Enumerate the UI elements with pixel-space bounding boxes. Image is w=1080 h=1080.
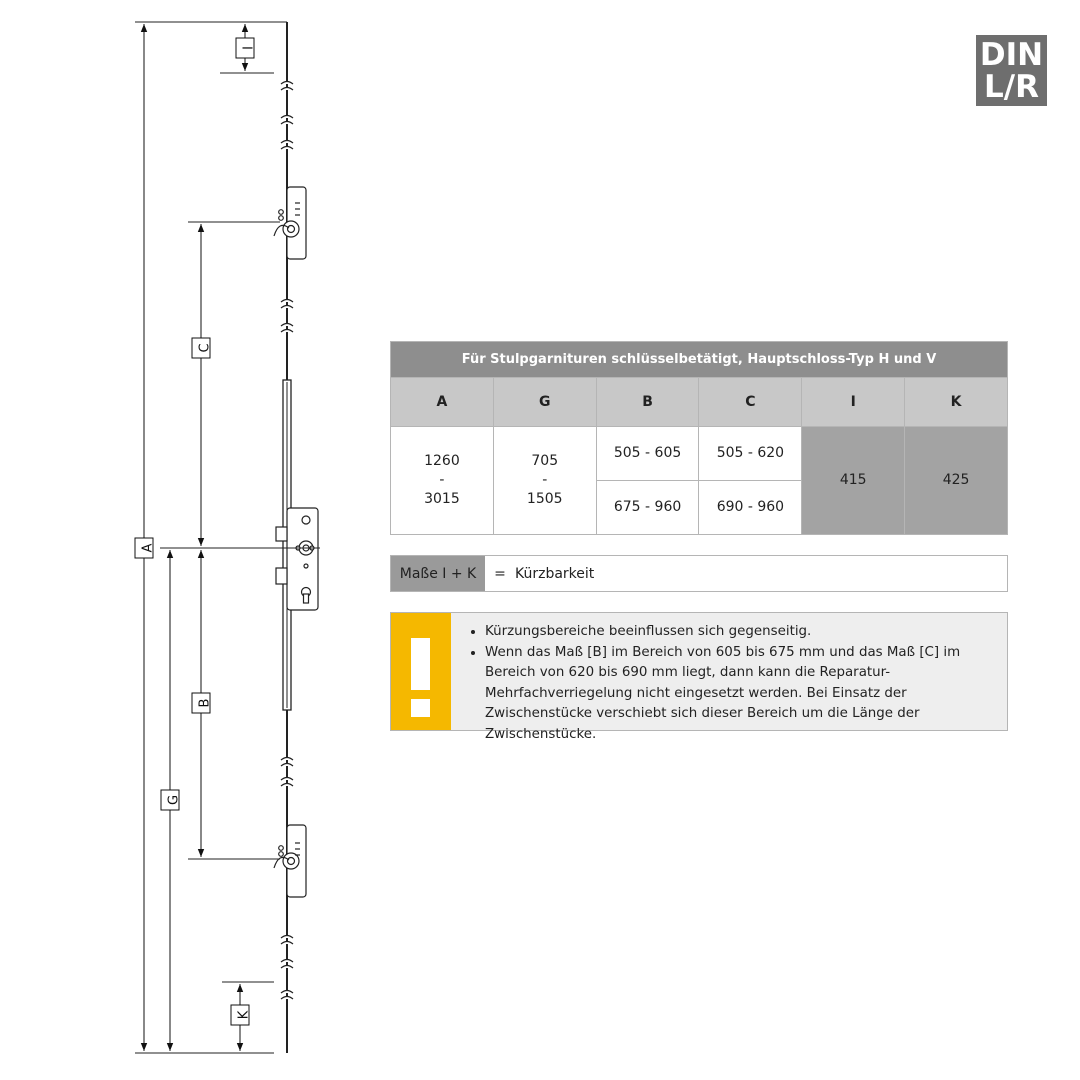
warning-list xyxy=(451,613,1007,742)
dim-box-G xyxy=(161,790,182,810)
lower-locking-unit xyxy=(274,825,306,897)
dim-box-C xyxy=(192,338,213,358)
a-sep: - xyxy=(439,472,445,488)
dim-label-I: I xyxy=(241,46,257,50)
cell-b-2: 675 - 960 xyxy=(596,481,699,535)
table-row xyxy=(391,427,1008,481)
legend-bar xyxy=(390,555,1008,592)
dim-label-A: A xyxy=(140,543,156,553)
g-sep: - xyxy=(542,472,548,488)
header-a: A xyxy=(391,378,494,427)
g-max: 1505 xyxy=(526,491,563,507)
dim-label-B: B xyxy=(197,698,213,708)
exclamation-icon xyxy=(391,613,451,730)
header-b: B xyxy=(596,378,699,427)
legend-equals: = xyxy=(494,565,506,582)
dim-box-A xyxy=(135,538,156,558)
badge-line-1: DIN xyxy=(979,36,1044,73)
cell-c-2: 690 - 960 xyxy=(699,481,802,535)
header-g: G xyxy=(493,378,596,427)
header-i: I xyxy=(802,378,905,427)
dim-box-K xyxy=(231,1005,252,1025)
header-k: K xyxy=(905,378,1008,427)
main-lock-case xyxy=(276,508,318,610)
cell-c-1: 505 - 620 xyxy=(699,427,802,481)
header-c: C xyxy=(699,378,802,427)
dim-label-K: K xyxy=(236,1010,252,1020)
dim-box-I xyxy=(236,38,257,58)
cell-k: 425 xyxy=(905,427,1008,535)
table-title: Für Stulpgarnituren schlüsselbetätigt, Hauptschloss-Typ H und V xyxy=(391,342,1008,378)
warning-box xyxy=(390,612,1008,742)
warning-item-1: • Kürzungsbereiche beeinflussen sich gegenseitig. xyxy=(485,622,995,643)
din-lr-badge xyxy=(976,35,1047,106)
dim-label-C: C xyxy=(197,343,213,353)
table-header-row xyxy=(391,378,1008,427)
dimension-lines xyxy=(144,24,245,1051)
cell-g xyxy=(493,427,596,535)
badge-line-2: L/R xyxy=(984,68,1039,105)
cell-b-1: 505 - 605 xyxy=(596,427,699,481)
dim-label-G: G xyxy=(166,794,182,806)
upper-locking-unit xyxy=(274,187,306,259)
dimensions-table xyxy=(390,341,1008,535)
legend-key: Maße I + K xyxy=(391,556,485,591)
a-max: 3015 xyxy=(424,491,460,507)
dim-box-B xyxy=(192,693,213,713)
cell-i: 415 xyxy=(802,427,905,535)
a-min: 1260 xyxy=(424,453,460,469)
legend-value: Kürzbarkeit xyxy=(515,565,595,582)
cell-a xyxy=(391,427,494,535)
table-title-row xyxy=(391,342,1008,378)
g-min: 705 xyxy=(531,453,559,469)
warning-item-2: • Wenn das Maß [B] im Bereich von 605 bis 675 mm und das Maß [C] im Bereich von 620 bis 690 mm liegt, dann kann die Reparatur-Mehrfachverriegelung nicht eingesetzt werden. Bei Einsatz der Zwischenstücke verschiebt sich dieser Bereich um die Länge der Zwischenstücke. xyxy=(485,643,995,746)
